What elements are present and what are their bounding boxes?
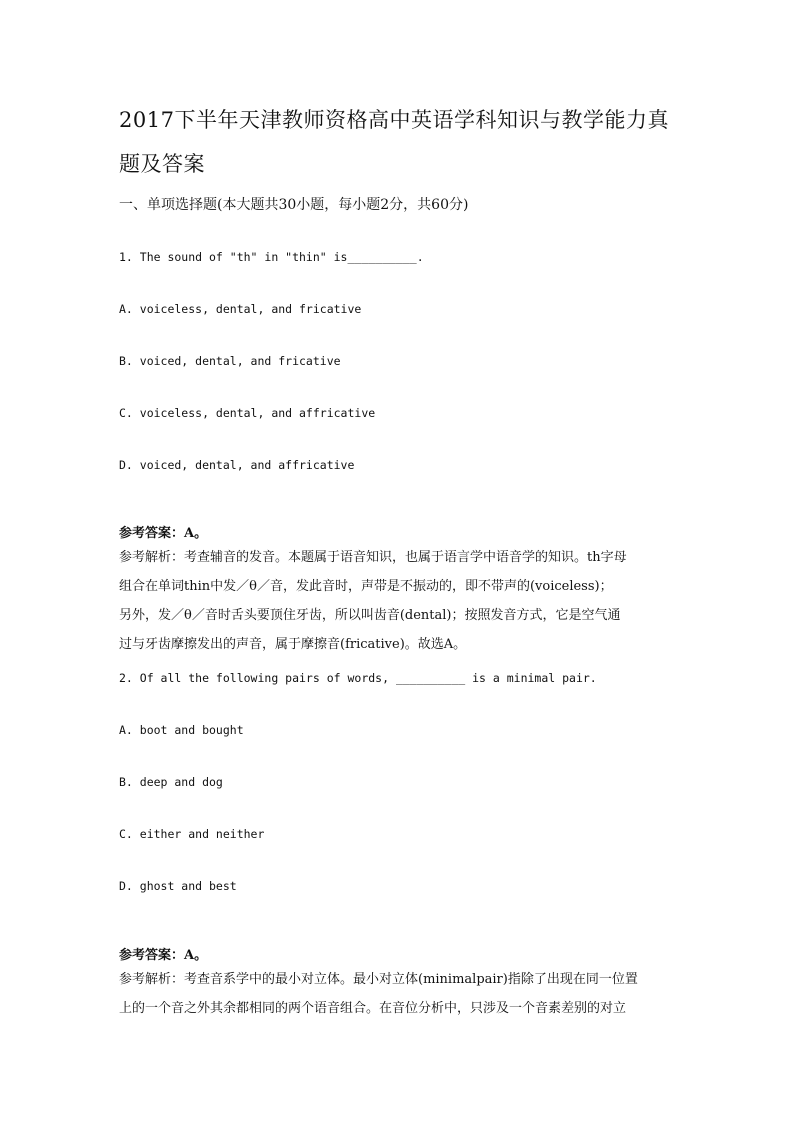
question-2-explanation xyxy=(119,965,679,1023)
explanation-line: 参考解析：考查辅音的发音。本题属于语音知识，也属于语言学中语音学的知识。th字母 xyxy=(119,550,627,565)
question-1-option-d: D. voiced, dental, and affricative xyxy=(119,458,355,472)
question-1-option-c: C. voiceless, dental, and affricative xyxy=(119,406,376,420)
document-title-line-1: 2017下半年天津教师资格高中英语学科知识与教学能力真 xyxy=(119,108,669,132)
question-1-stem: 1. The sound of "th" in "thin" is__________. xyxy=(119,250,424,264)
question-1-explanation xyxy=(119,543,679,659)
explanation-line: 另外，发／θ／音时舌头要顶住牙齿，所以叫齿音(dental)；按照发音方式，它是空气通 xyxy=(119,608,621,623)
explanation-line: 过与牙齿摩擦发出的声音，属于摩擦音(fricative)。故选A。 xyxy=(119,637,467,652)
question-2-option-c: C. either and neither xyxy=(119,827,265,841)
document-title-line-2: 题及答案 xyxy=(119,152,205,176)
question-1-option-a: A. voiceless, dental, and fricative xyxy=(119,302,362,316)
explanation-line: 上的一个音之外其余都相同的两个语音组合。在音位分析中，只涉及一个音素差别的对立 xyxy=(119,1001,627,1016)
explanation-line: 组合在单词thin中发／θ／音，发此音时，声带是不振动的，即不带声的(voiceless)； xyxy=(119,579,613,594)
question-2-answer: 参考答案：A。 xyxy=(119,948,208,963)
question-2-stem: 2. Of all the following pairs of words, __________ is a minimal pair. xyxy=(119,671,597,685)
question-2-option-d: D. ghost and best xyxy=(119,879,237,893)
question-2-option-a: A. boot and bought xyxy=(119,723,244,737)
section-heading: 一、单项选择题(本大题共30小题，每小题2分，共60分) xyxy=(119,197,469,213)
explanation-line: 参考解析：考查音系学中的最小对立体。最小对立体(minimalpair)指除了出现在同一位置 xyxy=(119,972,638,987)
question-1-option-b: B. voiced, dental, and fricative xyxy=(119,354,341,368)
question-2-option-b: B. deep and dog xyxy=(119,775,223,789)
question-1-answer: 参考答案：A。 xyxy=(119,526,208,541)
